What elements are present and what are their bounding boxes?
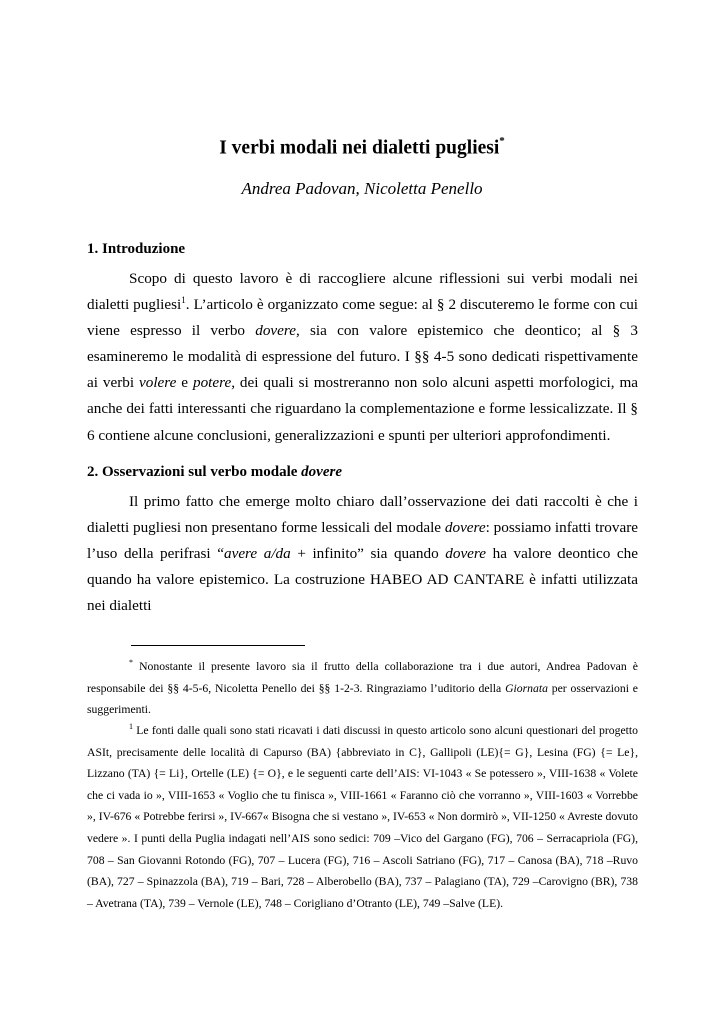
- section-heading-introduction: 1. Introduzione: [87, 241, 186, 257]
- paper-authors: Andrea Padovan, Nicoletta Penello: [241, 179, 483, 198]
- footnote-star: * Nonostante il presente lavoro sia il frutto della collaborazione tra i due autori, Andrea Padovan è responsabile dei §§ 4-5-6, Nicoletta Penello dei §§ 1-2-3. Ringraziamo l’uditorio della Giornata per osservazioni e suggerimenti.: [87, 658, 638, 717]
- dovere-paragraph: Il primo fatto che emerge molto chiaro dall’osservazione dei dati raccolti è che i dialetti pugliesi non presentano forme lessicali del modale dovere: possiamo infatti trovare l’uso della perifrasi “avere a/da + infinito” sia quando dovere ha valore deontico che quando ha valore epistemico. La costruzione HABEO AD CANTARE è infatti utilizzata nei dialetti: [87, 493, 638, 615]
- title-text: I verbi modali nei dialetti pugliesi: [219, 137, 500, 159]
- footnote-separator: [131, 645, 305, 646]
- section-heading-dovere: 2. Osservazioni sul verbo modale dovere: [87, 464, 342, 480]
- footnote-1-marker: 1: [129, 722, 133, 732]
- introduction-paragraph: Scopo di questo lavoro è di raccogliere alcune riflessioni sui verbi modali nei dialetti pugliesi$^1$. L’articolo è organizzato come segue: al § 2 discuteremo le forme con cui viene espresso il verbo dovere, sia con valore epistemico che deontico; al § 3 esamineremo le modalità di espressione del futuro. I §§ 4-5 sono dedicati rispettivamente ai verbi volere e potere, dei quali si mostreranno non solo alcuni aspetti morfologici, ma anche dei fatti interessanti che riguardano la complementazione e forme lessicalizzate. Il § 6 contiene alcune conclusioni, generalizzazioni e spunti per ulteriori approfondimenti.: [87, 270, 639, 444]
- title-footnote-marker[interactable]: *: [499, 135, 505, 147]
- footnote-star-marker: *: [129, 658, 133, 668]
- paper-title: [0, 131, 724, 161]
- footnote-1: $^1$ Le fonti dalle quali sono stati ricavati i dati discussi in questo articolo sono alcuni questionari del progetto ASIt, precisamente delle località di Capurso (BA) {abbreviato in C}, Gallipoli (LE){= G}, Lesina (FG) {= Le}, Lizzano (TA) {= Li}, Ortelle (LE) {= O}, e le seguenti carte dell’AIS: VI-1043 « Se potessero », VIII-1638 « Volete che ci vada io », VIII-1653 « Voglio che tu finisca », VIII-1661 « Faranno ciò che vorranno », VIII-1603 « Vorrebbe », IV-676 « Potrebbe ferirsi », IV-667« Bisogna che si vestano », IV-653 « Non dormirò », VII-1250 « Avreste dovuto vedere ». I punti della Puglia indagati nell’AIS sono sedici: 709 –Vico del Gargano (FG), 706 – Serracapriola (FG), 708 – San Giovanni Rotondo (FG), 707 – Lucera (FG), 716 – Ascoli Satriano (FG), 717 – Canosa (BA), 718 –Ruvo (BA), 727 – Spinazzola (BA), 719 – Bari, 728 – Alberobello (BA), 737 – Palagiano (TA), 729 –Carovigno (BR), 738 – Avetrana (TA), 739 – Vernole (LE), 748 – Corigliano d’Otranto (LE), 749 –Salve (LE).: [87, 722, 638, 910]
- footnote-ref-1[interactable]: 1: [181, 295, 186, 306]
